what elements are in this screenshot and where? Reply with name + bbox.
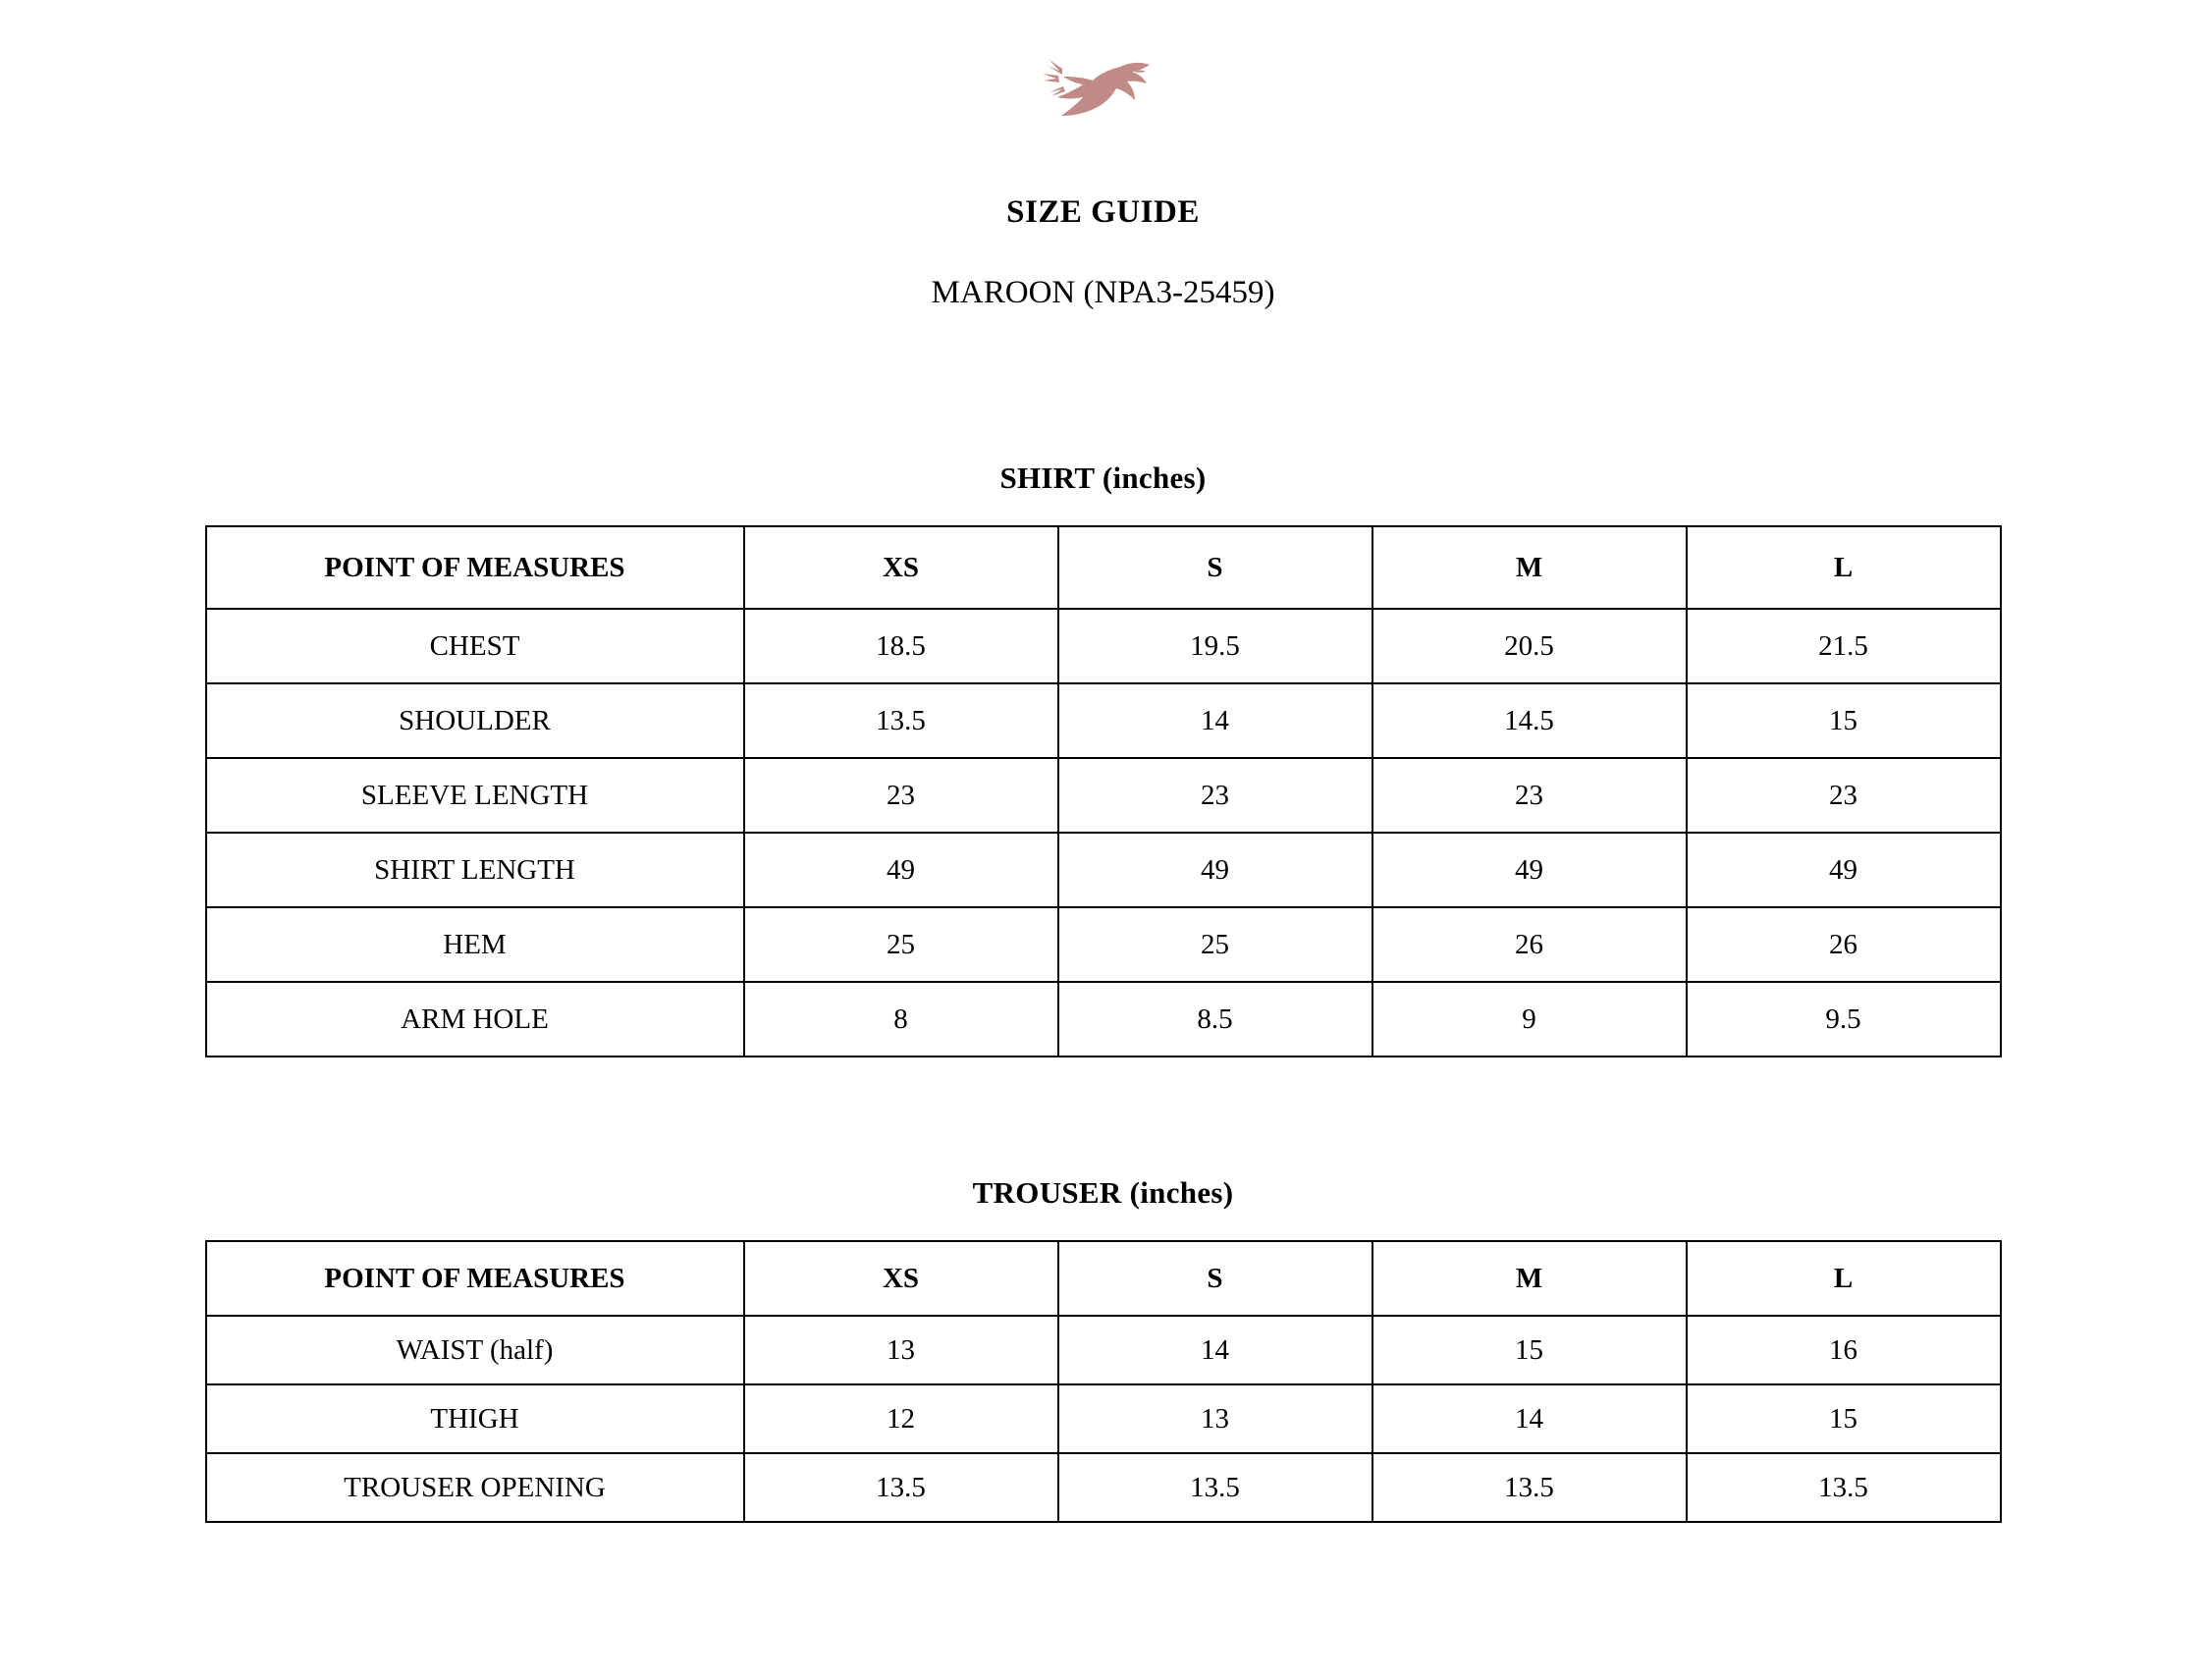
- cell-xs: 8: [744, 982, 1058, 1057]
- column-header-s: S: [1058, 526, 1372, 609]
- column-header-xs: XS: [744, 1241, 1058, 1316]
- table-row: [206, 1384, 2001, 1453]
- cell-xs: 18.5: [744, 609, 1058, 683]
- page-title: SIZE GUIDE: [1006, 194, 1200, 230]
- cell-s: 14: [1058, 1316, 1372, 1384]
- trouser-size-table: [205, 1240, 2002, 1523]
- cell-l: 15: [1687, 683, 2001, 758]
- cell-m: 23: [1372, 758, 1687, 833]
- cell-l: 26: [1687, 907, 2001, 982]
- row-label: WAIST (half): [206, 1316, 744, 1384]
- column-header-l: L: [1687, 526, 2001, 609]
- column-header-m: M: [1372, 526, 1687, 609]
- column-header-pom: POINT OF MEASURES: [206, 526, 744, 609]
- cell-l: 49: [1687, 833, 2001, 907]
- cell-s: 25: [1058, 907, 1372, 982]
- cell-l: 9.5: [1687, 982, 2001, 1057]
- cell-l: 13.5: [1687, 1453, 2001, 1522]
- dove-bird-logo-icon: [1030, 47, 1177, 155]
- table-row: [206, 833, 2001, 907]
- cell-xs: 13: [744, 1316, 1058, 1384]
- table-header-row: [206, 1241, 2001, 1316]
- cell-l: 21.5: [1687, 609, 2001, 683]
- row-label: TROUSER OPENING: [206, 1453, 744, 1522]
- cell-xs: 23: [744, 758, 1058, 833]
- cell-m: 9: [1372, 982, 1687, 1057]
- table-row: [206, 758, 2001, 833]
- column-header-l: L: [1687, 1241, 2001, 1316]
- cell-s: 14: [1058, 683, 1372, 758]
- cell-s: 19.5: [1058, 609, 1372, 683]
- cell-l: 16: [1687, 1316, 2001, 1384]
- cell-m: 14: [1372, 1384, 1687, 1453]
- cell-l: 15: [1687, 1384, 2001, 1453]
- table-header-row: [206, 526, 2001, 609]
- cell-xs: 12: [744, 1384, 1058, 1453]
- row-label: CHEST: [206, 609, 744, 683]
- cell-m: 49: [1372, 833, 1687, 907]
- cell-m: 26: [1372, 907, 1687, 982]
- column-header-m: M: [1372, 1241, 1687, 1316]
- cell-s: 8.5: [1058, 982, 1372, 1057]
- cell-m: 20.5: [1372, 609, 1687, 683]
- table-row: [206, 982, 2001, 1057]
- row-label: SHOULDER: [206, 683, 744, 758]
- section-heading-shirt: SHIRT (inches): [999, 461, 1207, 495]
- table-row: [206, 907, 2001, 982]
- row-label: SHIRT LENGTH: [206, 833, 744, 907]
- cell-s: 49: [1058, 833, 1372, 907]
- trouser-table-container: [0, 1240, 2206, 1523]
- shirt-size-table: [205, 525, 2002, 1057]
- cell-m: 14.5: [1372, 683, 1687, 758]
- table-row: [206, 1316, 2001, 1384]
- column-header-pom: POINT OF MEASURES: [206, 1241, 744, 1316]
- row-label: THIGH: [206, 1384, 744, 1453]
- shirt-table-container: [0, 525, 2206, 1057]
- cell-s: 13.5: [1058, 1453, 1372, 1522]
- cell-xs: 25: [744, 907, 1058, 982]
- cell-s: 23: [1058, 758, 1372, 833]
- table-row: [206, 683, 2001, 758]
- table-row: [206, 609, 2001, 683]
- column-header-s: S: [1058, 1241, 1372, 1316]
- row-label: ARM HOLE: [206, 982, 744, 1057]
- cell-s: 13: [1058, 1384, 1372, 1453]
- cell-xs: 13.5: [744, 1453, 1058, 1522]
- cell-m: 13.5: [1372, 1453, 1687, 1522]
- column-header-xs: XS: [744, 526, 1058, 609]
- section-heading-trouser: TROUSER (inches): [972, 1175, 1234, 1210]
- table-row: [206, 1453, 2001, 1522]
- logo-container: [0, 0, 2206, 155]
- cell-m: 15: [1372, 1316, 1687, 1384]
- row-label: SLEEVE LENGTH: [206, 758, 744, 833]
- cell-l: 23: [1687, 758, 2001, 833]
- cell-xs: 49: [744, 833, 1058, 907]
- product-code-subtitle: MAROON (NPA3-25459): [931, 275, 1275, 310]
- row-label: HEM: [206, 907, 744, 982]
- cell-xs: 13.5: [744, 683, 1058, 758]
